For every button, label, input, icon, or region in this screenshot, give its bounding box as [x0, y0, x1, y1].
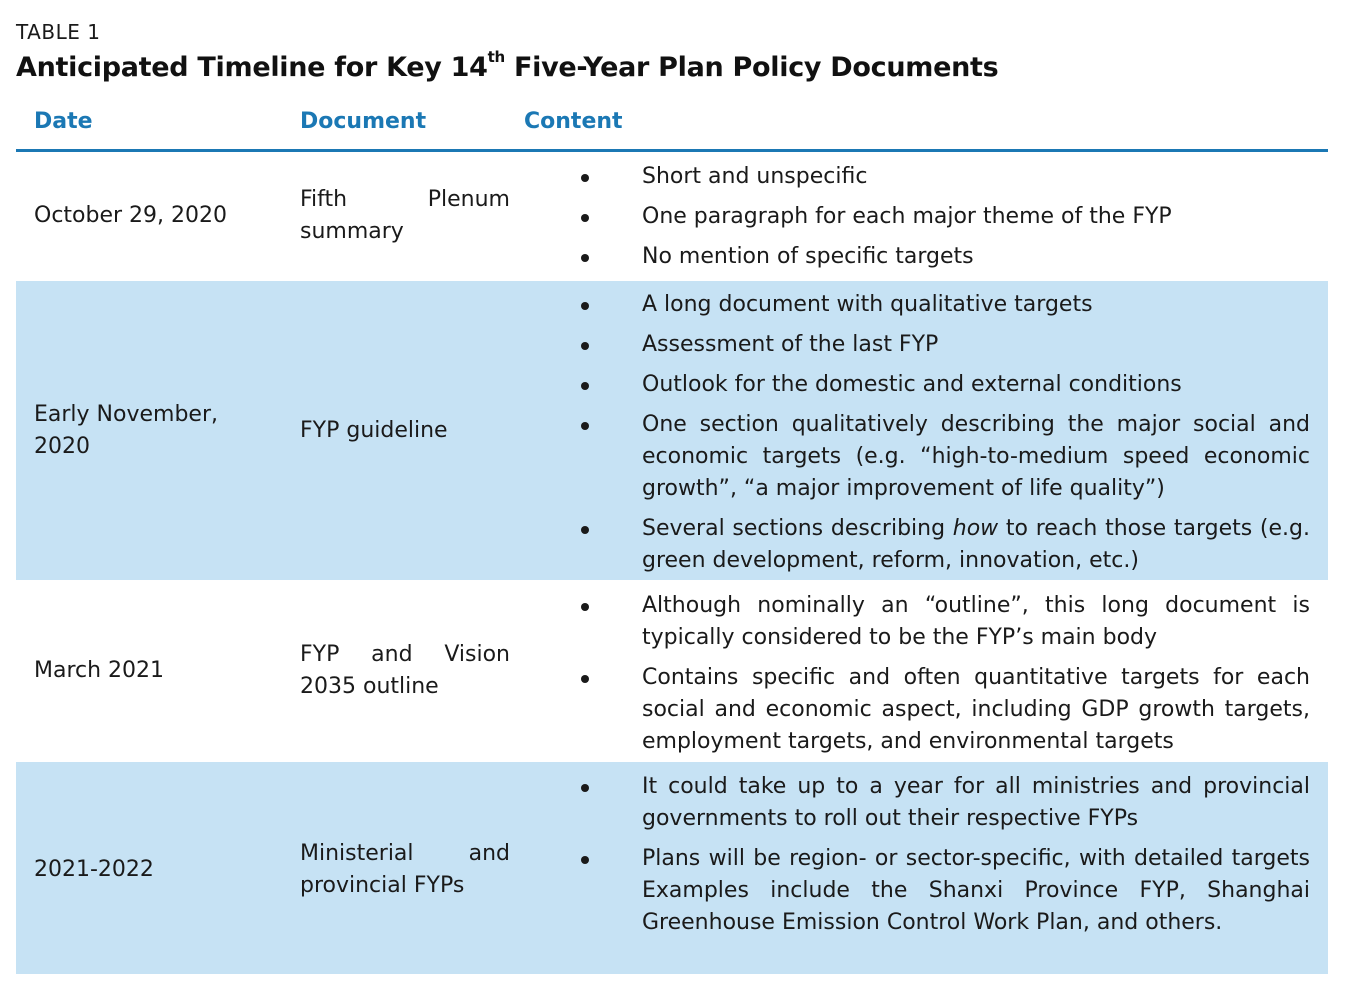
list-item [576, 513, 1310, 577]
table-row [16, 152, 1328, 280]
bullet-icon [581, 784, 589, 792]
table-title [16, 48, 999, 83]
header-date: Date [34, 109, 93, 134]
bullet-text: A long document with qualitative targets [642, 292, 1093, 317]
document-cell: Fifth Plenum summary [300, 187, 510, 244]
bullet-icon [581, 302, 589, 310]
date-cell: March 2021 [34, 658, 165, 683]
header-document: Document [300, 109, 427, 134]
bullet-text: It could take up to a year for all ministries and provincial governments to roll out their respective FYPs [642, 774, 1310, 831]
bullet-icon [581, 675, 589, 683]
bullet-icon [581, 422, 589, 430]
bullet-icon [581, 342, 589, 350]
content-list [576, 161, 1310, 273]
document-cell: FYP guideline [300, 418, 448, 443]
header-content: Content [524, 109, 623, 134]
bullet-text: Assessment of the last FYP [642, 332, 939, 357]
list-item [576, 289, 1310, 321]
date-cell: October 29, 2020 [34, 203, 228, 228]
bullet-icon [581, 214, 589, 222]
list-item [576, 201, 1310, 233]
document-cell: Ministerial and provincial FYPs [300, 841, 510, 898]
table-row [16, 281, 1328, 580]
bullet-text: No mention of specific targets [642, 244, 974, 269]
bullet-text: Contains specific and often quantitative targets for each social and economic aspect, including GDP growth targets, employment targets, and environmental targets [642, 665, 1310, 754]
date-cell: Early November, 2020 [34, 402, 218, 459]
table-label: TABLE 1 [16, 20, 101, 44]
document-cell: FYP and Vision 2035 outline [300, 642, 510, 699]
bullet-text-part: Several sections describing [642, 516, 953, 541]
table-header [16, 107, 1328, 149]
title-prefix: Anticipated Timeline for Key 14 [16, 52, 488, 83]
list-item [576, 843, 1310, 939]
table-row [16, 581, 1328, 761]
list-item [576, 241, 1310, 273]
bullet-icon [581, 174, 589, 182]
bullet-text [642, 513, 1310, 577]
bullet-text: Short and unspecific [642, 164, 868, 189]
list-item [576, 409, 1310, 505]
content-list [576, 590, 1310, 758]
bullet-icon [581, 526, 589, 534]
bullet-icon [581, 382, 589, 390]
title-superscript: th [487, 48, 505, 66]
bullet-text: One paragraph for each major theme of the FYP [642, 204, 1172, 229]
bullet-text: Although nominally an “outline”, this long document is typically considered to be the FYP’s main body [642, 593, 1310, 650]
list-item [576, 771, 1310, 835]
bullet-text: Outlook for the domestic and external conditions [642, 372, 1182, 397]
bullet-emphasis: how [952, 516, 999, 541]
content-list [576, 289, 1310, 577]
list-item [576, 329, 1310, 361]
bullet-text: One section qualitatively describing the major social and economic targets (e.g. “high-to-medium speed economic growth”, “a major improvement of life quality”) [642, 412, 1310, 501]
title-suffix: Five-Year Plan Policy Documents [504, 52, 999, 83]
list-item [576, 161, 1310, 193]
table-row [16, 762, 1328, 974]
bullet-text: Plans will be region- or sector-specific, with detailed targets Examples include the Shanxi Province FYP, Shanghai Greenhouse Emission Control Work Plan, and others. [642, 846, 1310, 935]
bullet-text-part: to reach those targets (e.g. green development, reform, innovation, etc.) [642, 516, 1310, 573]
bullet-icon [581, 254, 589, 262]
list-item [576, 662, 1310, 758]
bullet-icon [581, 856, 589, 864]
content-list [576, 771, 1310, 939]
bullet-icon [581, 603, 589, 611]
date-cell: 2021-2022 [34, 857, 154, 882]
list-item [576, 590, 1310, 654]
list-item [576, 369, 1310, 401]
